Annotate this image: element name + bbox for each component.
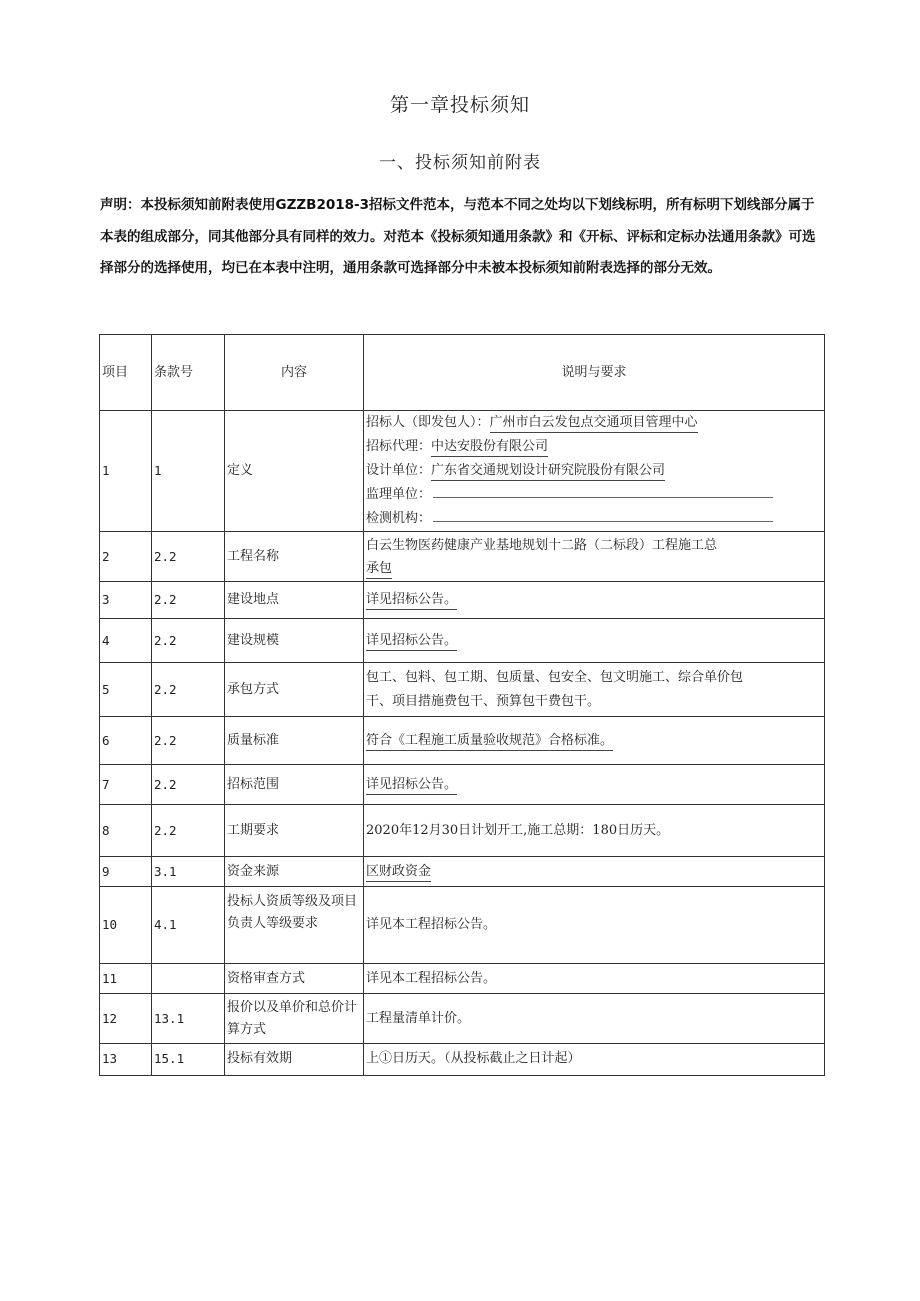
row-description: 工程量清单计价。 bbox=[364, 994, 825, 1044]
row-item: 4 bbox=[100, 619, 152, 663]
row-clause: 3.1 bbox=[152, 857, 225, 887]
row-clause: 1 bbox=[152, 411, 225, 532]
row-content: 招标范围 bbox=[225, 765, 364, 805]
table-row bbox=[100, 717, 825, 765]
table-row bbox=[100, 805, 825, 857]
description-line: 白云生物医药健康产业基地规划十二路（二标段）工程施工总 bbox=[366, 537, 718, 553]
header-item: 项目 bbox=[100, 335, 152, 411]
row-item: 3 bbox=[100, 582, 152, 619]
row-clause: 2.2 bbox=[152, 619, 225, 663]
row-description bbox=[364, 411, 825, 532]
row-content: 承包方式 bbox=[225, 663, 364, 717]
table-row bbox=[100, 765, 825, 805]
definition-label: 监理单位： bbox=[366, 487, 432, 502]
definition-value: 广东省交通规划设计研究院股份有限公司 bbox=[431, 462, 665, 481]
table-row bbox=[100, 532, 825, 582]
definition-label: 招标人（即发包人）： bbox=[366, 415, 490, 430]
row-description: 上①日历天。（从投标截止之日计起） bbox=[364, 1044, 825, 1076]
row-clause: 2.2 bbox=[152, 765, 225, 805]
row-item: 9 bbox=[100, 857, 152, 887]
row-content: 资金来源 bbox=[225, 857, 364, 887]
row-content: 工期要求 bbox=[225, 805, 364, 857]
row-item: 13 bbox=[100, 1044, 152, 1076]
row-description bbox=[364, 765, 825, 805]
row-content: 资格审查方式 bbox=[225, 964, 364, 994]
description-line: 干、项目措施费包干、预算包干费包干。 bbox=[366, 693, 601, 709]
description-text: 详见招标公告。 bbox=[366, 591, 457, 610]
row-content: 报价以及单价和总价计算方式 bbox=[225, 994, 364, 1044]
row-item: 1 bbox=[100, 411, 152, 532]
definition-line bbox=[366, 411, 822, 435]
blank-underline bbox=[433, 483, 773, 498]
row-content: 建设地点 bbox=[225, 582, 364, 619]
definition-line bbox=[366, 483, 822, 507]
description-text: 详见招标公告。 bbox=[366, 776, 457, 795]
description-text: 符合《工程施工质量验收规范》合格标准。 bbox=[366, 732, 613, 751]
table-header-row bbox=[100, 335, 825, 411]
row-clause: 13.1 bbox=[152, 994, 225, 1044]
row-item: 5 bbox=[100, 663, 152, 717]
table-row bbox=[100, 411, 825, 532]
row-clause: 2.2 bbox=[152, 582, 225, 619]
row-item: 6 bbox=[100, 717, 152, 765]
row-item: 2 bbox=[100, 532, 152, 582]
definition-line bbox=[366, 459, 822, 483]
blank-underline bbox=[433, 507, 773, 522]
row-item: 11 bbox=[100, 964, 152, 994]
header-description: 说明与要求 bbox=[364, 335, 825, 411]
row-item: 10 bbox=[100, 887, 152, 964]
header-clause: 条款号 bbox=[152, 335, 225, 411]
row-content: 投标人资质等级及项目负责人等级要求 bbox=[225, 887, 364, 964]
row-item: 8 bbox=[100, 805, 152, 857]
description-line: 包工、包料、包工期、包质量、包安全、包文明施工、综合单价包 bbox=[366, 669, 744, 685]
statement-paragraph: 声明：本投标须知前附表使用GZZB2018-3招标文件范本，与范本不同之处均以下划线标明，所有标明下划线部分属于本表的组成部分，同其他部分具有同样的效力。对范本《投标须知通用条款》和《开标、评标和定标办法通用条款》可选择部分的选择使用，均已在本表中注明，通用条款可选择部分中未被本投标须知前附表选择的部分无效。 bbox=[100, 197, 816, 276]
row-description: 详见本工程招标公告。 bbox=[364, 964, 825, 994]
row-content: 工程名称 bbox=[225, 532, 364, 582]
row-item: 7 bbox=[100, 765, 152, 805]
chapter-title: 第一章投标须知 bbox=[389, 94, 530, 116]
table-row bbox=[100, 619, 825, 663]
row-clause: 15.1 bbox=[152, 1044, 225, 1076]
table-row bbox=[100, 887, 825, 964]
row-description bbox=[364, 663, 825, 717]
row-description: 2020年12月30日计划开工,施工总期：180日历天。 bbox=[364, 805, 825, 857]
row-item: 12 bbox=[100, 994, 152, 1044]
table-row bbox=[100, 663, 825, 717]
table-row bbox=[100, 582, 825, 619]
row-clause: 2.2 bbox=[152, 717, 225, 765]
description-line: 承包 bbox=[366, 560, 392, 579]
row-description bbox=[364, 857, 825, 887]
row-content: 投标有效期 bbox=[225, 1044, 364, 1076]
table-row bbox=[100, 964, 825, 994]
table-row bbox=[100, 1044, 825, 1076]
definition-label: 招标代理： bbox=[366, 439, 432, 454]
row-description bbox=[364, 582, 825, 619]
row-clause bbox=[152, 964, 225, 994]
row-description bbox=[364, 717, 825, 765]
row-clause: 2.2 bbox=[152, 532, 225, 582]
row-content: 建设规模 bbox=[225, 619, 364, 663]
row-content: 质量标准 bbox=[225, 717, 364, 765]
row-clause: 4.1 bbox=[152, 887, 225, 964]
row-clause: 2.2 bbox=[152, 663, 225, 717]
definition-value: 广州市白云发包点交通项目管理中心 bbox=[490, 414, 698, 433]
definition-line bbox=[366, 507, 822, 531]
definition-line bbox=[366, 435, 822, 459]
row-description: 详见本工程招标公告。 bbox=[364, 887, 825, 964]
section-title: 一、投标须知前附表 bbox=[379, 153, 541, 173]
row-description bbox=[364, 532, 825, 582]
definition-value: 中达安股份有限公司 bbox=[431, 438, 548, 457]
definition-label: 检测机构： bbox=[366, 511, 432, 526]
row-content: 定义 bbox=[225, 411, 364, 532]
row-description bbox=[364, 619, 825, 663]
bidding-front-table bbox=[99, 334, 825, 1076]
row-clause: 2.2 bbox=[152, 805, 225, 857]
description-text: 区财政资金 bbox=[366, 863, 431, 882]
table-row bbox=[100, 994, 825, 1044]
description-text: 详见招标公告。 bbox=[366, 632, 457, 651]
header-content: 内容 bbox=[225, 335, 364, 411]
definition-label: 设计单位： bbox=[366, 463, 432, 478]
table-row bbox=[100, 857, 825, 887]
